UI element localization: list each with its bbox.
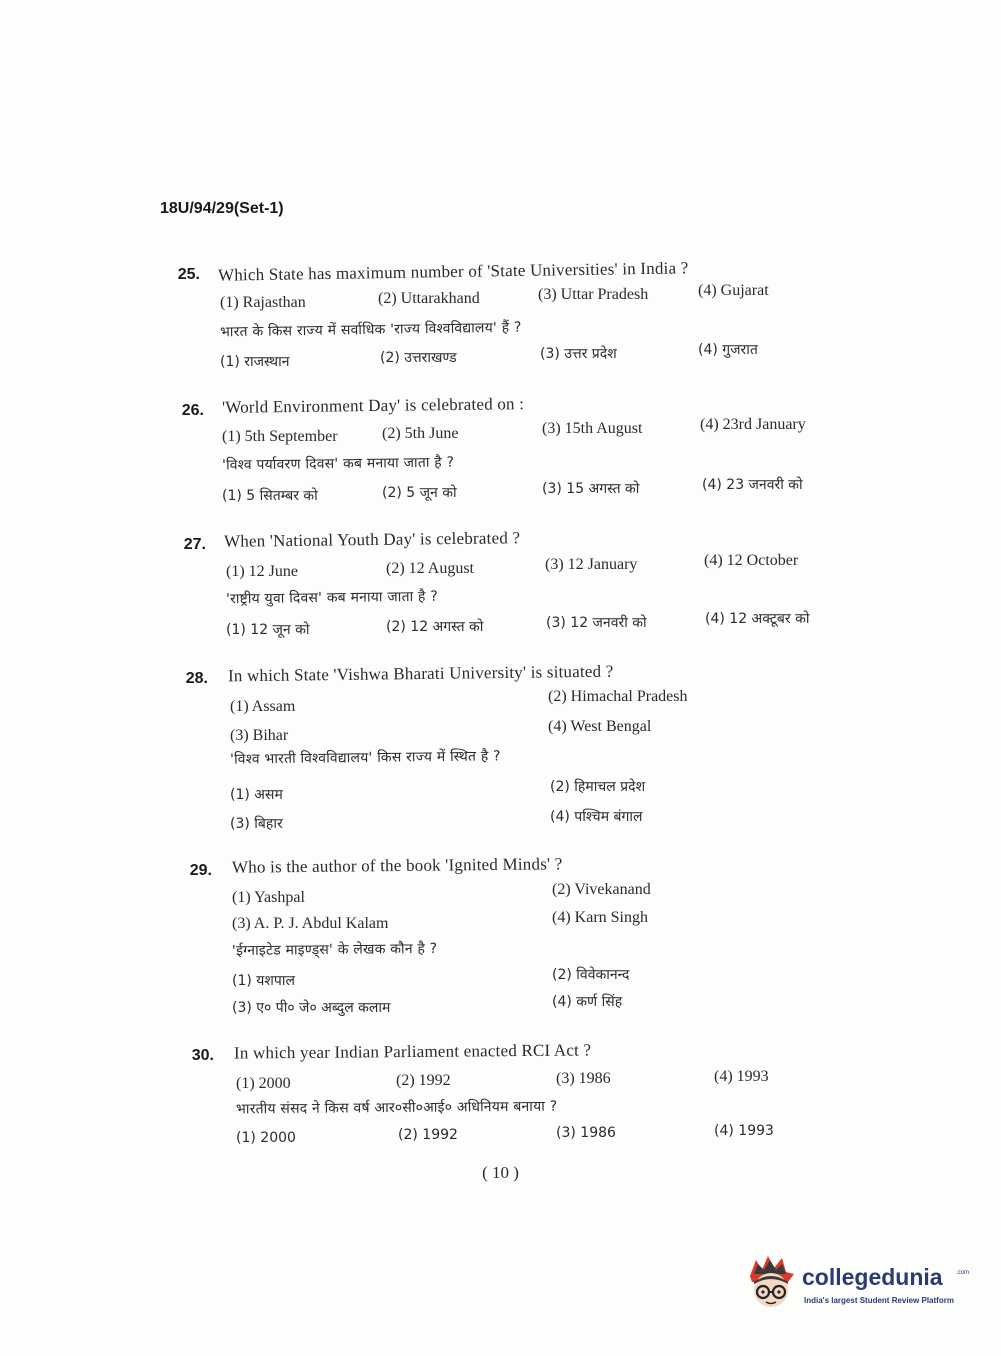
option-en-3: (3) A. P. J. Abdul Kalam — [232, 915, 389, 932]
option-hi-3: (3) उत्तर प्रदेश — [540, 346, 617, 362]
option-hi-3: (3) बिहार — [230, 816, 283, 832]
question-text-en: In which State 'Vishwa Bharati University' is situated ? — [227, 661, 614, 686]
option-en-2: (2) Uttarakhand — [378, 290, 480, 307]
question-text-hi: भारत के किस राज्य में सर्वाधिक 'राज्य विश्वविद्यालय' हैं ? — [219, 319, 522, 341]
option-hi-2: (2) उत्तराखण्ड — [380, 350, 457, 366]
option-en-1: (1) 5th September — [222, 428, 338, 445]
option-hi-4: (4) 23 जनवरी को — [702, 477, 803, 493]
option-en-3: (3) Uttar Pradesh — [538, 286, 649, 303]
question-text-en: When 'National Youth Day' is celebrated ? — [223, 528, 521, 551]
question-text-hi: 'ईग्नाइटेड माइण्ड्स' के लेखक कौन है ? — [231, 940, 438, 960]
question-number: 30. — [191, 1047, 214, 1064]
option-en-2: (2) Himachal Pradesh — [548, 688, 688, 705]
option-en-3: (3) 12 January — [545, 556, 638, 573]
option-hi-2: (2) हिमाचल प्रदेश — [550, 779, 646, 795]
option-hi-1: (1) असम — [230, 787, 283, 803]
option-en-2: (2) 5th June — [382, 425, 459, 442]
option-hi-4: (4) 12 अक्टूबर को — [705, 611, 810, 627]
question-text-en: Who is the author of the book 'Ignited Minds' ? — [231, 854, 563, 877]
logo-tagline: India's largest Student Review Platform — [804, 1296, 954, 1305]
collegedunia-logo — [742, 1248, 972, 1318]
option-hi-2: (2) 5 जून को — [382, 485, 457, 501]
mascot-icon — [742, 1252, 800, 1314]
question-text-hi: 'विश्व भारती विश्वविद्यालय' किस राज्य में स्थित है ? — [229, 748, 501, 768]
option-hi-1: (1) यशपाल — [232, 973, 295, 989]
question-number: 28. — [185, 670, 208, 687]
option-en-1: (1) 12 June — [226, 563, 298, 580]
question-number: 26. — [181, 402, 204, 419]
option-hi-3: (3) 15 अगस्त को — [542, 481, 640, 497]
option-hi-3: (3) ए० पी० जे० अब्दुल कलाम — [232, 1000, 391, 1016]
option-hi-2: (2) विवेकानन्द — [552, 967, 630, 983]
option-en-4: (4) 23rd January — [700, 416, 806, 433]
question-text-hi: 'राष्ट्रीय युवा दिवस' कब मनाया जाता है ? — [225, 588, 439, 608]
option-en-2: (2) Vivekanand — [552, 881, 651, 898]
option-en-1: (1) 2000 — [236, 1075, 291, 1092]
option-en-3: (3) 1986 — [556, 1070, 611, 1087]
option-en-4: (4) 1993 — [714, 1068, 769, 1085]
option-en-1: (1) Assam — [230, 698, 296, 715]
option-hi-4: (4) 1993 — [714, 1123, 774, 1139]
question-text-hi: 'विश्व पर्यावरण दिवस' कब मनाया जाता है ? — [221, 454, 455, 474]
question-number: 25. — [177, 266, 200, 283]
option-en-2: (2) 1992 — [396, 1072, 451, 1089]
option-hi-3: (3) 12 जनवरी को — [546, 615, 647, 631]
option-en-4: (4) Gujarat — [698, 282, 769, 299]
question-number: 29. — [189, 862, 212, 879]
option-hi-1: (1) राजस्थान — [220, 354, 290, 370]
option-hi-1: (1) 12 जून को — [226, 622, 310, 638]
question-text-en: In which year Indian Parliament enacted RCI Act ? — [233, 1040, 592, 1063]
question-text-en: 'World Environment Day' is celebrated on : — [221, 394, 525, 417]
option-hi-2: (2) 12 अगस्त को — [386, 619, 484, 635]
option-hi-4: (4) कर्ण सिंह — [552, 994, 623, 1010]
option-hi-1: (1) 2000 — [236, 1130, 296, 1146]
logo-wordmark: collegedunia — [802, 1264, 943, 1290]
option-hi-4: (4) गुजरात — [698, 342, 758, 358]
question-text-hi: भारतीय संसद ने किस वर्ष आर०सी०आई० अधिनियम बनाया ? — [235, 1098, 558, 1118]
paper-code: 18U/94/29(Set-1) — [160, 200, 284, 217]
option-en-4: (4) 12 October — [704, 552, 799, 569]
option-hi-1: (1) 5 सितम्बर को — [222, 488, 318, 504]
option-en-1: (1) Rajasthan — [220, 294, 306, 311]
option-hi-2: (2) 1992 — [398, 1127, 458, 1143]
option-en-3: (3) 15th August — [542, 420, 643, 437]
question-text-en: Which State has maximum number of 'State Universities' in India ? — [217, 258, 689, 285]
question-number: 27. — [183, 536, 206, 553]
option-en-4: (4) Karn Singh — [552, 909, 648, 926]
option-en-3: (3) Bihar — [230, 727, 289, 744]
option-en-1: (1) Yashpal — [232, 889, 305, 906]
option-en-4: (4) West Bengal — [548, 718, 652, 735]
page-number: ( 10 ) — [482, 1163, 519, 1182]
logo-domain: .com — [956, 1270, 970, 1276]
option-en-2: (2) 12 August — [386, 560, 474, 577]
option-hi-4: (4) पश्चिम बंगाल — [550, 809, 643, 825]
option-hi-3: (3) 1986 — [556, 1125, 616, 1141]
